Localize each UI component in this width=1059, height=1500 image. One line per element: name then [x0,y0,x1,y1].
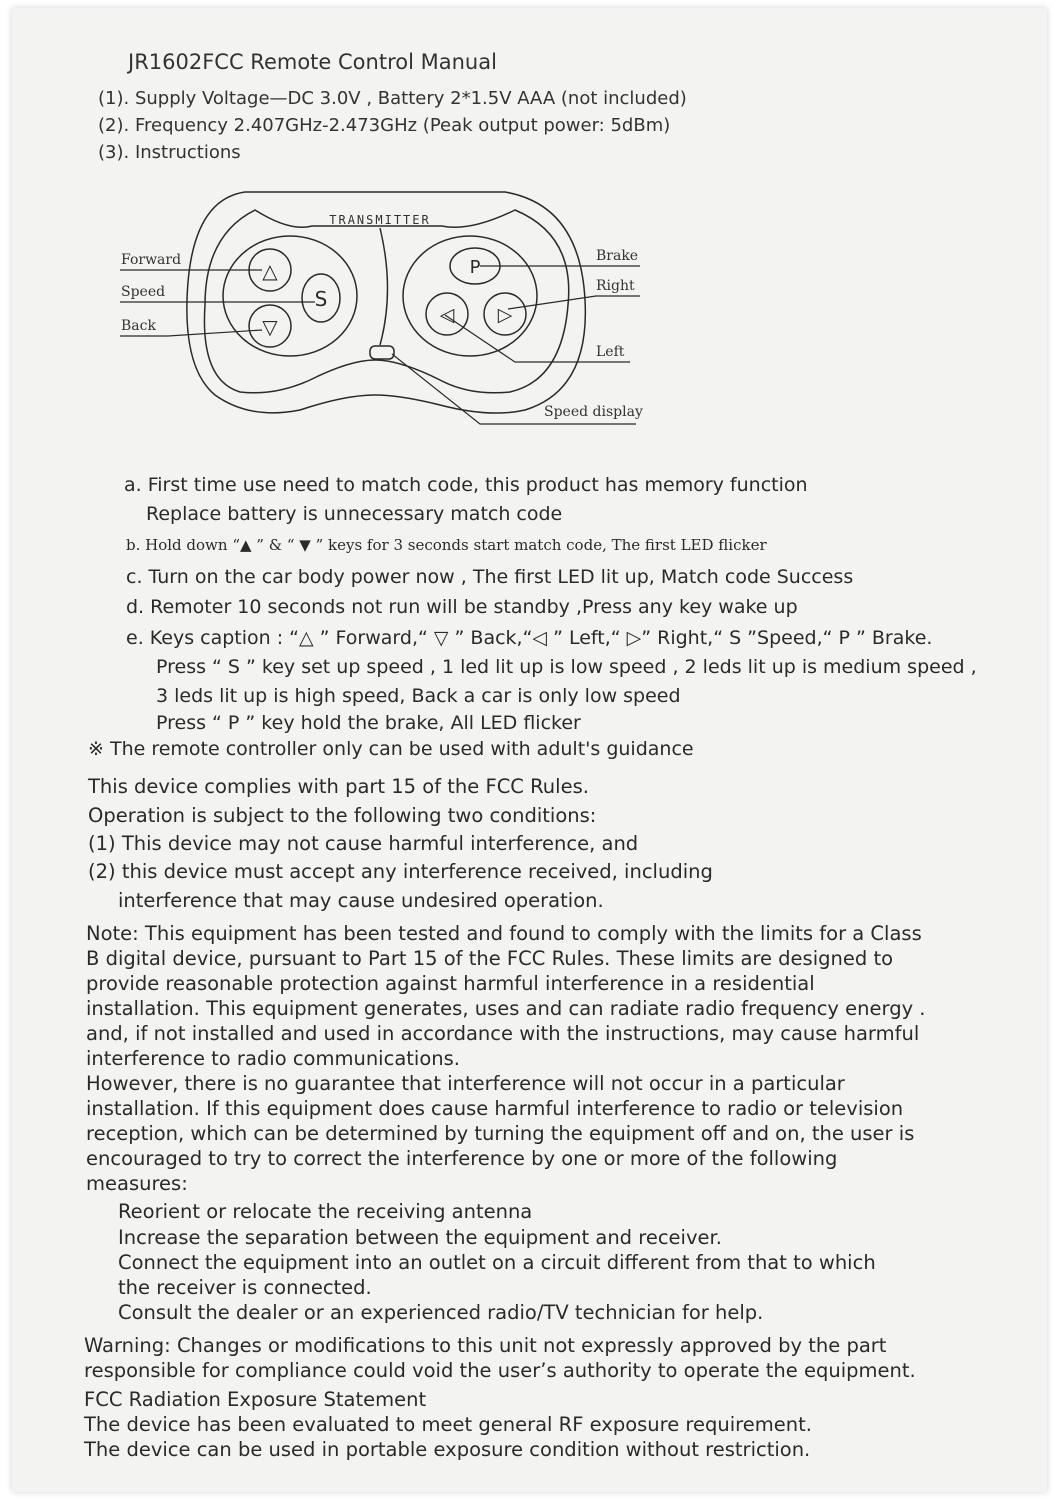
guidance-note: ※ The remote controller only can be used with adult's guidance [88,738,694,760]
note-line: measures: [86,1172,188,1195]
left-arrow-icon: ◁ [439,304,455,326]
fcc-line-2: Operation is subject to the following two conditions: [88,804,597,827]
instruction-e-speed-cont: 3 leds lit up is high speed, Back a car is only low speed [156,685,681,707]
note-line: installation. If this equipment does cause harmful interference to radio or television [86,1097,904,1120]
note-line: installation. This equipment generates, uses and can radiate radio frequency energy . [86,997,926,1020]
label-back: Back [121,318,156,334]
instruction-a-cont: Replace battery is unnecessary match code [146,503,563,525]
measure-item: the receiver is connected. [118,1276,372,1299]
label-speed-display: Speed display [544,404,643,420]
instruction-e-speed: Press “ S ” key set up speed , 1 led lit up is low speed , 2 leds lit up is medium speed , [156,656,977,678]
warning-line: Warning: Changes or modifications to this unit not expressly approved by the part [84,1334,887,1357]
measure-item: Reorient or relocate the receiving antenna [118,1200,533,1223]
remote-diagram [0,0,1059,480]
note-line: Note: This equipment has been tested and found to comply with the limits for a Class [86,922,922,945]
brake-p-glyph: P [469,257,481,278]
instruction-e: e. Keys caption : “△ ” Forward,“ ▽ ” Back,“◁ ” Left,“ ▷” Right,“ S ”Speed,“ P ” Brake. [126,627,933,649]
left-pad-outline [223,236,357,356]
forward-arrow-icon: △ [262,259,278,283]
speed-display-led [370,346,394,359]
label-right: Right [596,278,635,294]
note-line: reception, which can be determined by turning the equipment off and on, the user is [86,1122,915,1145]
instruction-d: d. Remoter 10 seconds not run will be standby ,Press any key wake up [126,596,798,618]
note-line: However, there is no guarantee that interference will not occur in a particular [86,1072,845,1095]
rf-heading: FCC Radiation Exposure Statement [84,1388,427,1411]
instruction-a: a. First time use need to match code, this product has memory function [124,474,808,496]
spec-instructions: (3). Instructions [98,142,241,163]
note-line: provide reasonable protection against harmful interference in a residential [86,972,815,995]
fcc-condition-1: (1) This device may not cause harmful interference, and [88,832,639,855]
note-line: interference to radio communications. [86,1047,460,1070]
fcc-line-1: This device complies with part 15 of the FCC Rules. [88,775,589,798]
fcc-condition-2: (2) this device must accept any interference received, including [88,860,713,883]
label-brake: Brake [596,248,639,264]
fcc-condition-2-cont: interference that may cause undesired operation. [118,889,604,912]
page-title: JR1602FCC Remote Control Manual [128,50,497,74]
instruction-b: b. Hold down “▲ ” & “ ▼ ” keys for 3 seconds start match code, The first LED flicker [126,536,767,554]
instruction-c: c. Turn on the car body power now , The first LED lit up, Match code Success [126,566,854,588]
speed-s-glyph: S [314,287,328,311]
spec-supply-voltage: (1). Supply Voltage—DC 3.0V , Battery 2*1.5V AAA (not included) [98,88,687,109]
rf-line: The device can be used in portable exposure condition without restriction. [84,1438,811,1461]
label-speed: Speed [121,284,166,300]
warning-line: responsible for compliance could void the user’s authority to operate the equipment. [84,1359,916,1382]
note-line: B digital device, pursuant to Part 15 of the FCC Rules. These limits are designed to [86,947,894,970]
measure-item: Consult the dealer or an experienced radio/TV technician for help. [118,1301,764,1324]
measure-item: Connect the equipment into an outlet on a circuit different from that to which [118,1251,876,1274]
measure-item: Increase the separation between the equipment and receiver. [118,1226,722,1249]
label-forward: Forward [121,252,182,268]
label-left: Left [596,344,625,360]
back-arrow-icon: ▽ [262,315,278,339]
note-line: encouraged to try to correct the interference by one or more of the following [86,1147,838,1170]
instruction-e-brake: Press “ P ” key hold the brake, All LED flicker [156,712,581,734]
spec-frequency: (2). Frequency 2.407GHz-2.473GHz (Peak output power: 5dBm) [98,115,671,136]
rf-line: The device has been evaluated to meet general RF exposure requirement. [84,1413,812,1436]
transmitter-label: TRANSMITTER [329,213,431,227]
right-arrow-icon: ▷ [497,304,513,326]
note-line: and, if not installed and used in accordance with the instructions, may cause harmful [86,1022,920,1045]
